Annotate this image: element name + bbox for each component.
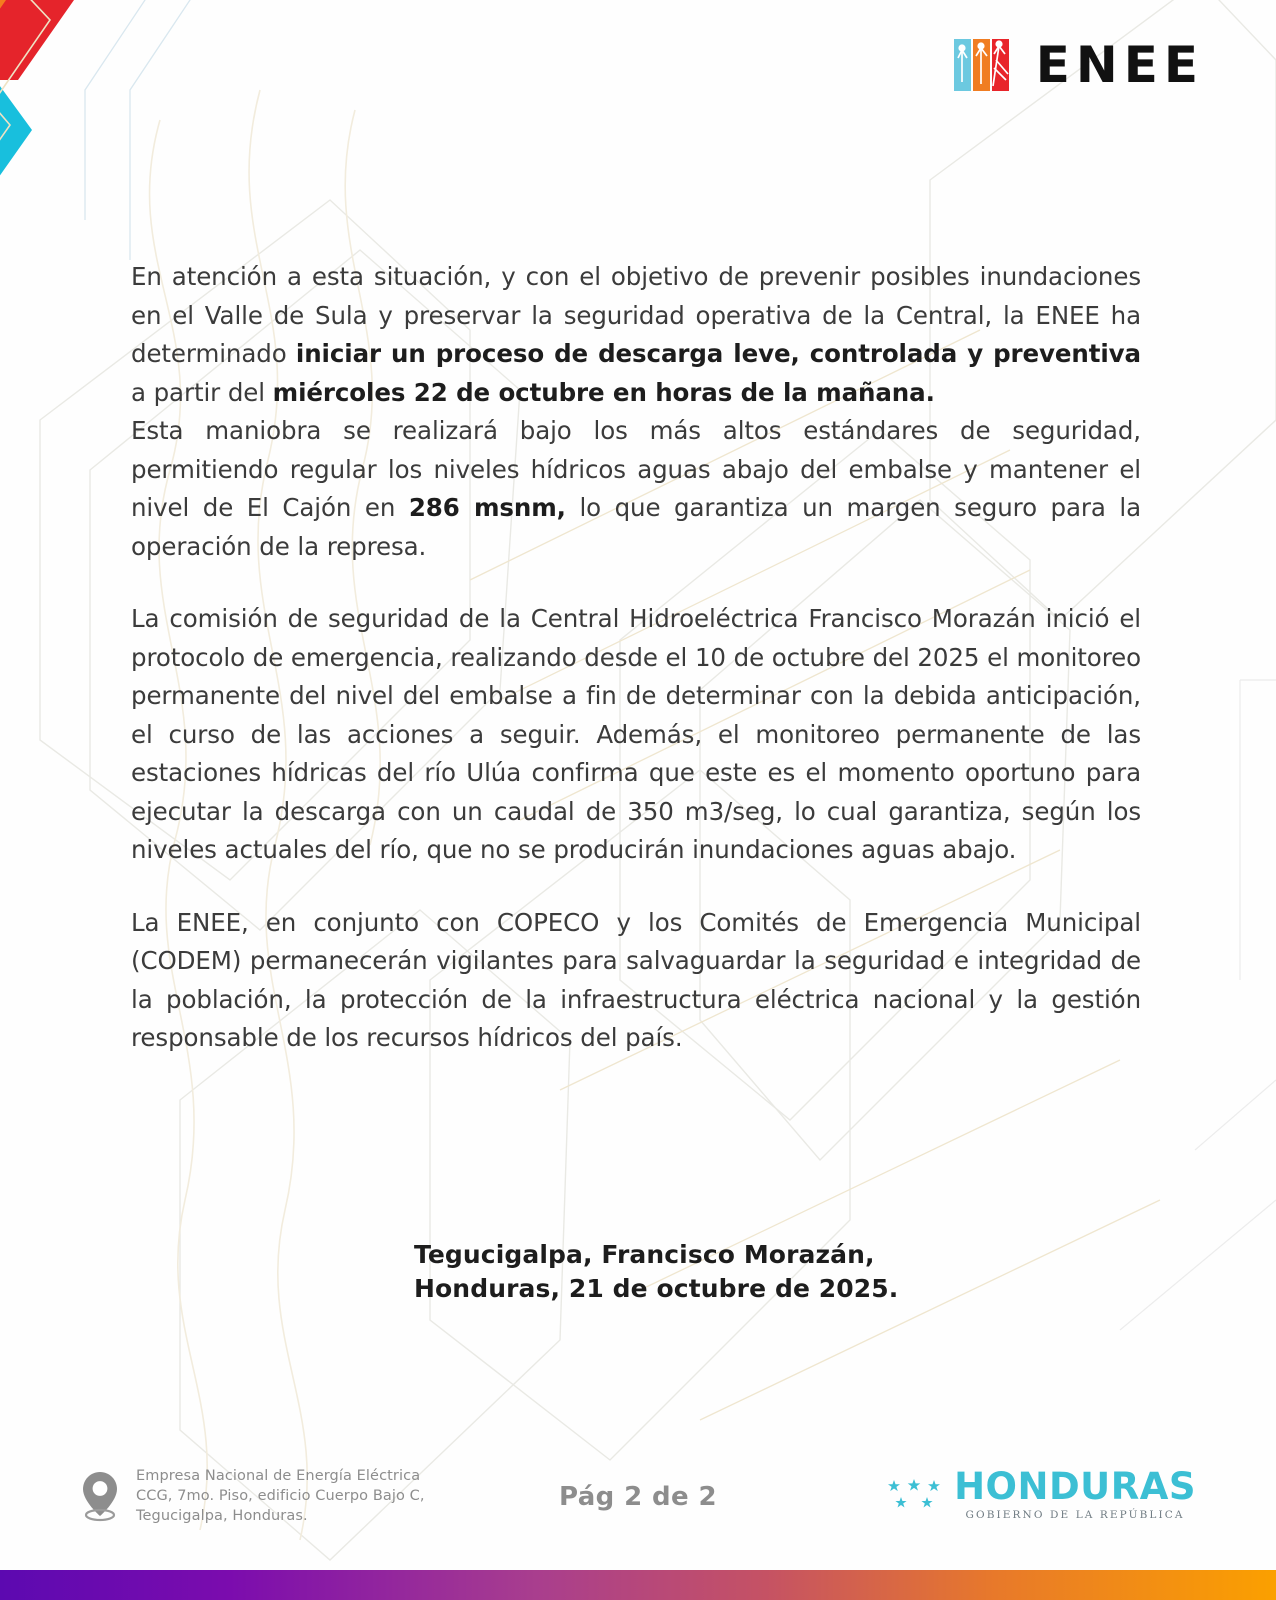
page-number: Pág 2 de 2 [558, 1482, 718, 1512]
paragraph-1-text-a: En atención a esta situación, y con el objetivo de prevenir posibles inundaciones en el Valle de Sula y preservar la seguridad operativa de la Central, la ENEE ha determinado [131, 262, 1141, 368]
address-line-3: Tegucigalpa, Honduras. [136, 1508, 308, 1524]
address-line-2: CCG, 7mo. Piso, edificio Cuerpo Bajo C, [136, 1488, 425, 1504]
paragraph-4: La ENEE, en conjunto con COPECO y los Comités de Emergencia Municipal (CODEM) permanecerán vigilantes para salvaguardar la seguridad e integridad de la población, la protección de la infraestructura eléctrica nacional y la gestión responsable de los recursos hídricos del país. [131, 907, 1141, 1052]
paragraph-2-text-a: Esta maniobra se realizará bajo los más altos estándares de seguridad, permitiendo regular los niveles hídricos aguas abajo del embalse y mantener el nivel de El Cajón en [131, 416, 1141, 522]
paragraph-2 [131, 412, 1141, 566]
document-header [952, 34, 1204, 96]
enee-chevron-mark-icon [0, 0, 200, 260]
honduras-subtitle: GOBIERNO DE LA REPÚBLICA [965, 1509, 1185, 1521]
honduras-government-logo [886, 1465, 1196, 1521]
honduras-text-wrap [954, 1465, 1196, 1521]
bottom-gradient-bar [0, 1570, 1276, 1600]
honduras-wordmark: HONDURAS [954, 1465, 1196, 1508]
document-footer [0, 1458, 1276, 1548]
paragraph-2-text-b: lo que garantiza un margen seguro para la operación de la represa. [131, 493, 1141, 561]
paragraph-3: La comisión de seguridad de la Central Hidroeléctrica Francisco Morazán inició el protocolo de emergencia, realizando desde el 10 de octubre del 2025 el monitoreo permanente del nivel del embalse a fin de determinar con la debida anticipación, el curso de las acciones a seguir. Además, el monitoreo permanente de las estaciones hídricas del río Ulúa confirma que este es el momento oportuno para ejecutar la descarga con un caudal de 350 m3/seg, lo cual garantiza, según los niveles actuales del río, que no se producirán inundaciones aguas abajo. [131, 604, 1141, 864]
dateline-block [414, 1238, 898, 1306]
paragraph-1-bold-b: miércoles 22 de octubre en horas de la mañana. [272, 377, 935, 407]
address-line-1: Empresa Nacional de Energía Eléctrica [136, 1468, 421, 1484]
five-stars-icon [886, 1478, 942, 1512]
document-body [131, 258, 1141, 1058]
paragraph-2-bold-a: 286 msnm, [408, 493, 566, 522]
paragraph-1-bold-a: iniciar un proceso de descarga leve, controlada y preventiva [295, 339, 1141, 368]
enee-flag-icon [952, 34, 1014, 96]
enee-wordmark: ENEE [1035, 36, 1204, 94]
dateline-line-2: Honduras, 21 de octubre de 2025. [414, 1274, 899, 1303]
paragraph-1-text-b: a partir del [131, 377, 273, 407]
dateline-line-1: Tegucigalpa, Francisco Morazán, [414, 1240, 875, 1269]
paragraph-1 [131, 258, 1141, 412]
